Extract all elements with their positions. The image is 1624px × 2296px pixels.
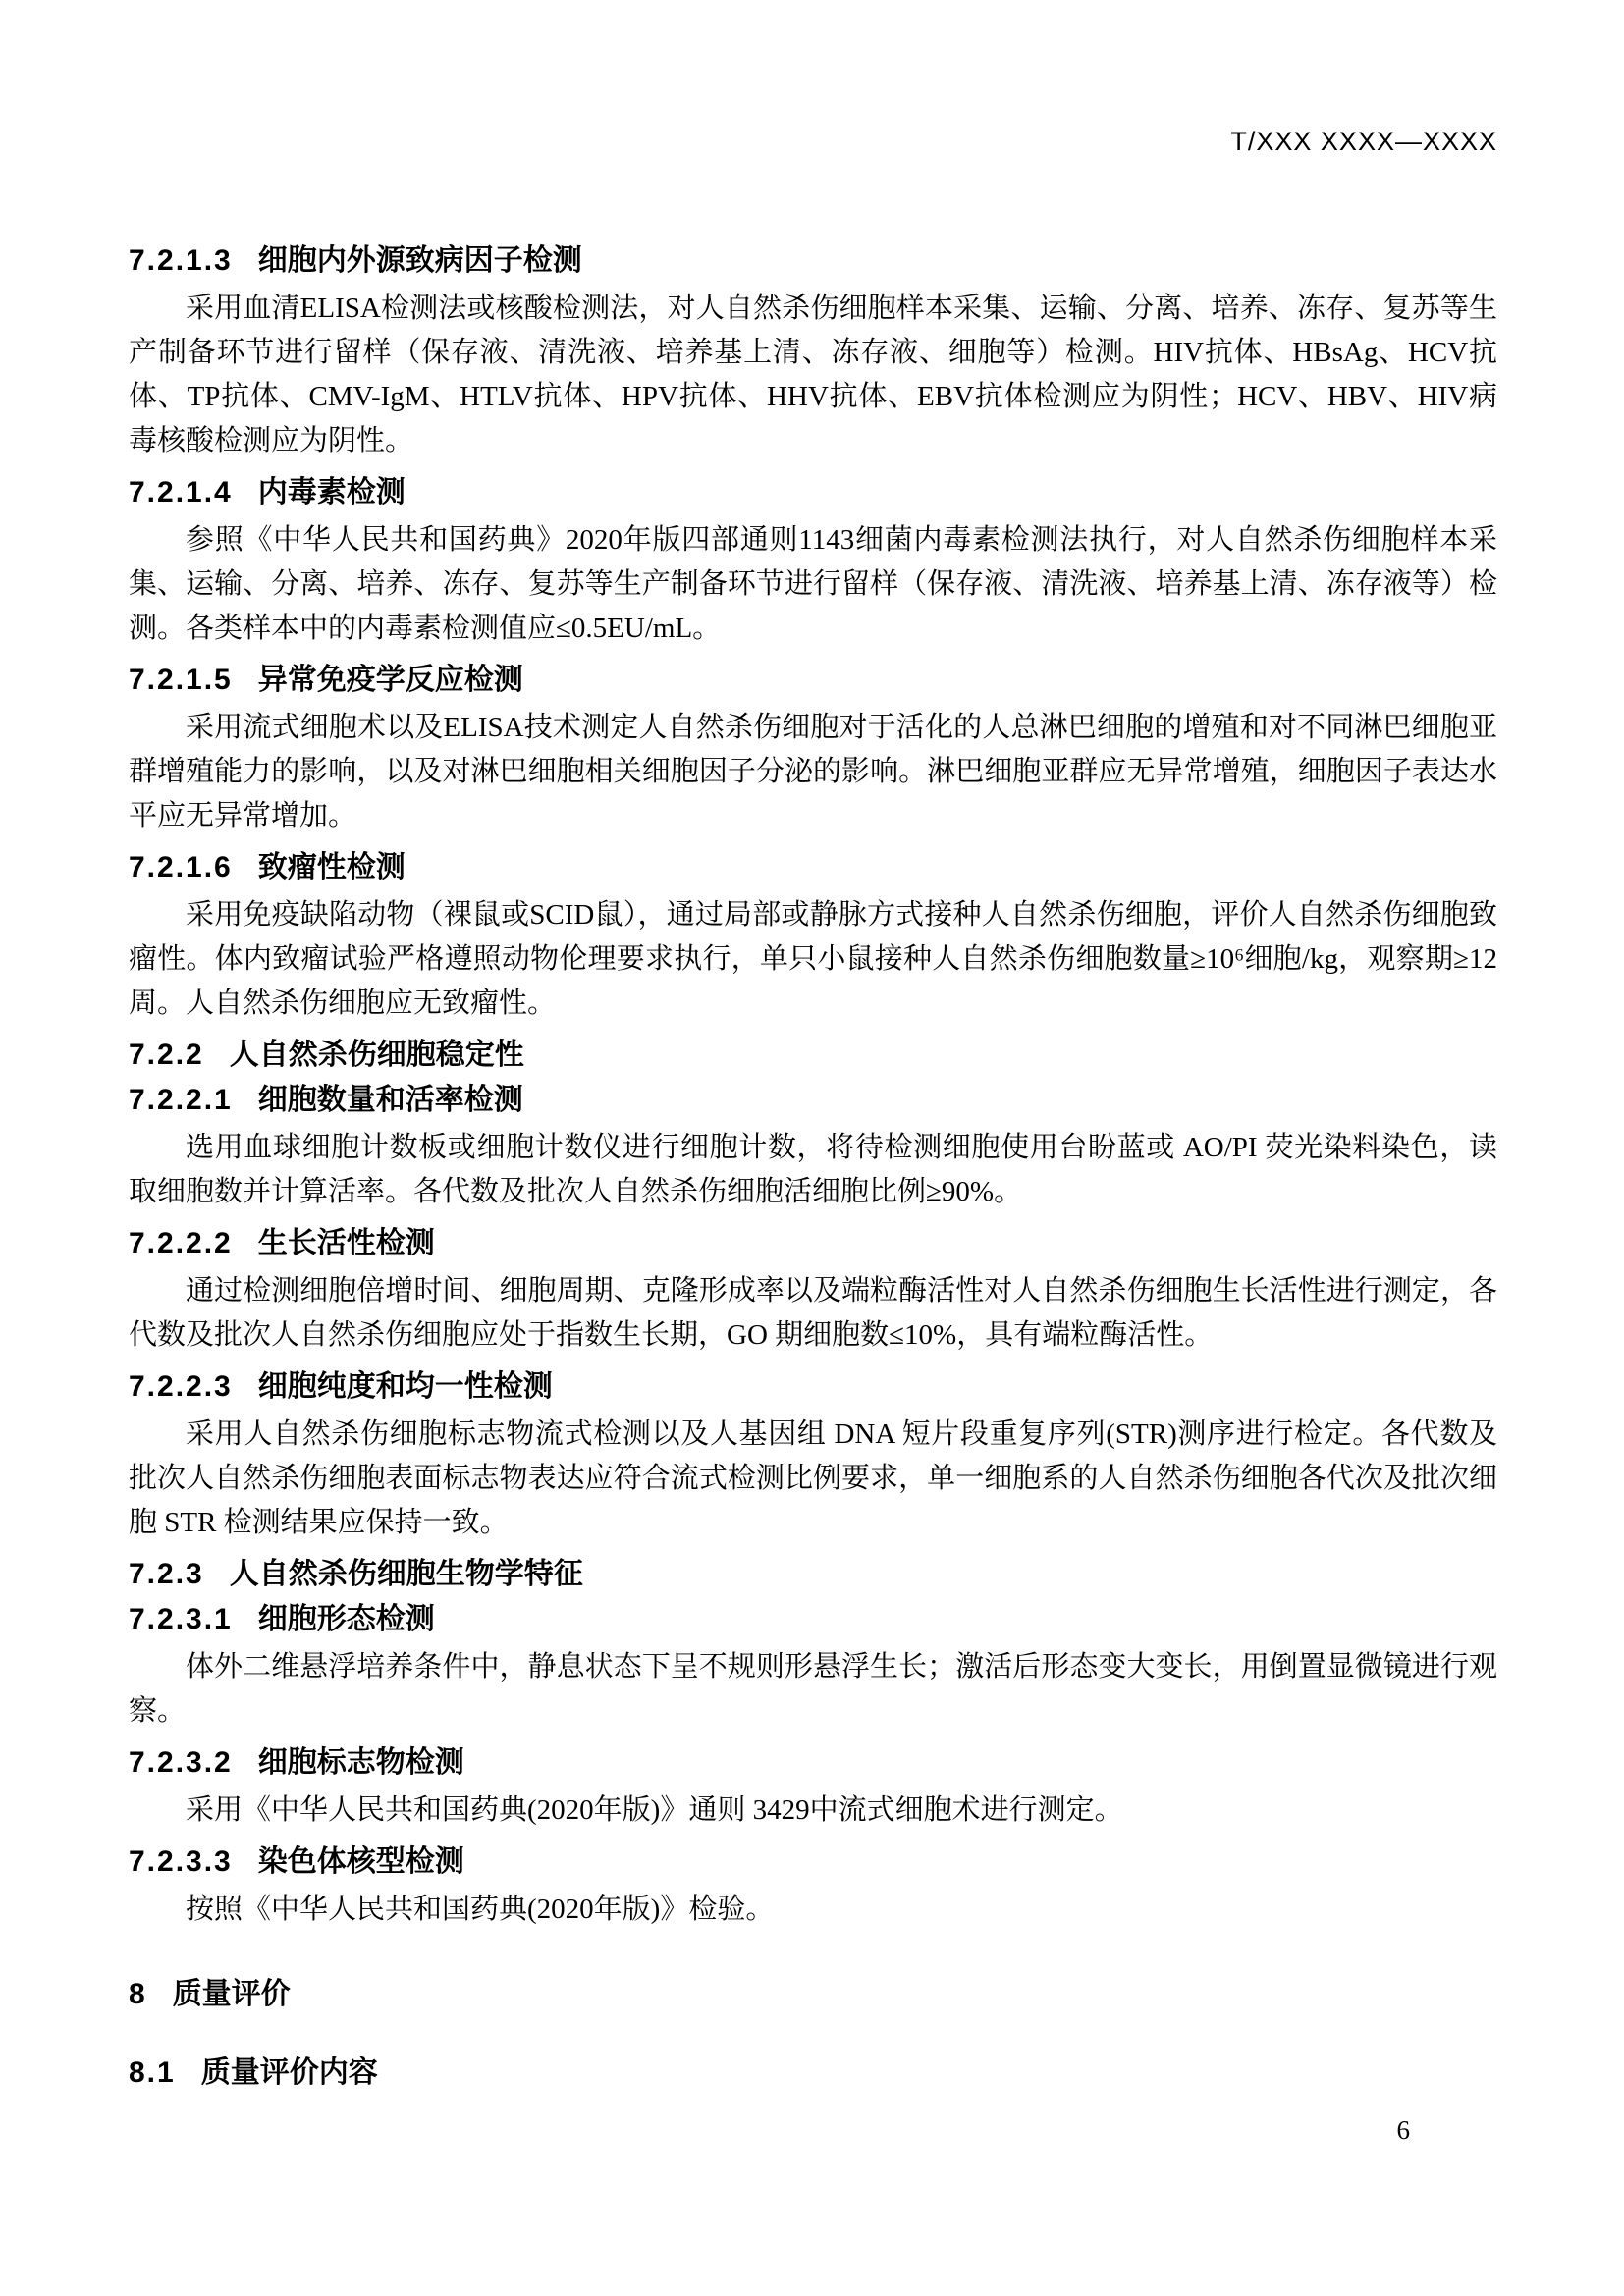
heading-title: 质量评价	[172, 1978, 291, 2010]
paragraph-pathogen-detection: 采用血清ELISA检测法或核酸检测法，对人自然杀伤细胞样本采集、运输、分离、培养、冻存、复苏等生产制备环节进行留样（保存液、清洗液、培养基上清、冻存液、细胞等）检测。HIV抗体、HBsAg、HCV抗体、TP抗体、CMV-IgM、HTLV抗体、HPV抗体、HHV抗体、EBV抗体检测应为阴性；HCV、HBV、HIV病毒核酸检测应为阴性。	[129, 293, 1497, 456]
paragraph-tumorigenicity-detection: 采用免疫缺陷动物（裸鼠或SCID鼠），通过局部或静脉方式接种人自然杀伤细胞，评价人自然杀伤细胞致瘤性。体内致瘤试验严格遵照动物伦理要求执行，单只小鼠接种人自然杀伤细胞数量≥10⁶细胞/kg，观察期≥12周。人自然杀伤细胞应无致瘤性。	[129, 899, 1497, 1019]
heading-title: 细胞标志物检测	[257, 1746, 464, 1779]
document-content	[129, 245, 1497, 2089]
heading-title: 质量评价内容	[200, 2056, 378, 2089]
heading-title: 细胞形态检测	[257, 1603, 435, 1635]
heading-7-2-2	[129, 1040, 1497, 1071]
heading-number: 8	[129, 1978, 147, 2010]
heading-number: 7.2.3.3	[129, 1845, 233, 1878]
heading-number: 7.2.3.1	[129, 1603, 233, 1635]
standard-code: T/XXX XXXX—XXXX	[1230, 127, 1497, 156]
heading-8	[129, 1979, 1497, 2010]
paragraph-purity-homogeneity: 采用人自然杀伤细胞标志物流式检测以及人基因组 DNA 短片段重复序列(STR)测序进行检定。各代数及批次人自然杀伤细胞表面标志物表达应符合流式检测比例要求，单一细胞系的人自然杀伤细胞各代次及批次细胞 STR 检测结果应保持一致。	[129, 1418, 1497, 1538]
paragraph-endotoxin-detection: 参照《中华人民共和国药典》2020年版四部通则1143细菌内毒素检测法执行，对人自然杀伤细胞样本采集、运输、分离、培养、冻存、复苏等生产制备环节进行留样（保存液、清洗液、培养基上清、冻存液等）检测。各类样本中的内毒素检测值应≤0.5EU/mL。	[129, 524, 1497, 644]
heading-title: 生长活性检测	[257, 1227, 435, 1259]
paragraph-abnormal-immune-reaction: 采用流式细胞术以及ELISA技术测定人自然杀伤细胞对于活化的人总淋巴细胞的增殖和对不同淋巴细胞亚群增殖能力的影响，以及对淋巴细胞相关细胞因子分泌的影响。淋巴细胞亚群应无异常增殖，细胞因子表达水平应无异常增加。	[129, 712, 1497, 831]
heading-7-2-2-3	[129, 1371, 1497, 1403]
heading-title: 细胞内外源致病因子检测	[257, 244, 582, 277]
heading-number: 7.2.1.5	[129, 664, 233, 696]
page-number: 6	[1396, 2115, 1410, 2145]
heading-number: 7.2.3	[129, 1558, 204, 1590]
heading-7-2-3-3	[129, 1846, 1497, 1878]
heading-number: 7.2.1.6	[129, 851, 233, 883]
heading-7-2-2-1	[129, 1085, 1497, 1116]
heading-title: 异常免疫学反应检测	[257, 664, 523, 696]
heading-number: 7.2.2.1	[129, 1084, 233, 1116]
heading-title: 细胞纯度和均一性检测	[257, 1370, 553, 1403]
heading-number: 7.2.2.3	[129, 1370, 233, 1403]
heading-7-2-1-6	[129, 852, 1497, 883]
heading-title: 内毒素检测	[257, 476, 406, 508]
heading-title: 人自然杀伤细胞稳定性	[229, 1039, 524, 1071]
heading-number: 7.2.1.4	[129, 476, 233, 508]
heading-7-2-3	[129, 1559, 1497, 1590]
heading-7-2-1-4	[129, 477, 1497, 508]
heading-number: 7.2.2.2	[129, 1227, 233, 1259]
page-header	[129, 126, 1497, 157]
heading-number: 7.2.3.2	[129, 1746, 233, 1779]
heading-number: 7.2.2	[129, 1039, 204, 1071]
heading-title: 细胞数量和活率检测	[257, 1084, 523, 1116]
paragraph-cell-count-viability: 选用血球细胞计数板或细胞计数仪进行细胞计数，将待检测细胞使用台盼蓝或 AO/PI 荧光染料染色，读取细胞数并计算活率。各代数及批次人自然杀伤细胞活细胞比例≥90%。	[129, 1132, 1497, 1207]
paragraph-growth-activity: 通过检测细胞倍增时间、细胞周期、克隆形成率以及端粒酶活性对人自然杀伤细胞生长活性进行测定，各代数及批次人自然杀伤细胞应处于指数生长期，GO 期细胞数≤10%，具有端粒酶活性。	[129, 1275, 1497, 1351]
heading-7-2-1-3	[129, 245, 1497, 277]
heading-number: 8.1	[129, 2056, 176, 2089]
heading-title: 人自然杀伤细胞生物学特征	[229, 1558, 583, 1590]
heading-number: 7.2.1.3	[129, 244, 233, 277]
heading-title: 致瘤性检测	[257, 851, 406, 883]
paragraph-karyotype-detection: 按照《中华人民共和国药典(2020年版)》检验。	[186, 1894, 775, 1925]
heading-7-2-1-5	[129, 665, 1497, 696]
heading-8-1	[129, 2057, 1497, 2089]
paragraph-cell-markers: 采用《中华人民共和国药典(2020年版)》通则 3429中流式细胞术进行测定。	[186, 1794, 1123, 1826]
heading-7-2-3-1	[129, 1604, 1497, 1635]
page-footer	[1397, 2115, 1411, 2146]
heading-title: 染色体核型检测	[257, 1845, 464, 1878]
heading-7-2-3-2	[129, 1747, 1497, 1779]
heading-7-2-2-2	[129, 1228, 1497, 1259]
paragraph-cell-morphology: 体外二维悬浮培养条件中，静息状态下呈不规则形悬浮生长；激活后形态变大变长，用倒置显微镜进行观察。	[129, 1651, 1497, 1727]
